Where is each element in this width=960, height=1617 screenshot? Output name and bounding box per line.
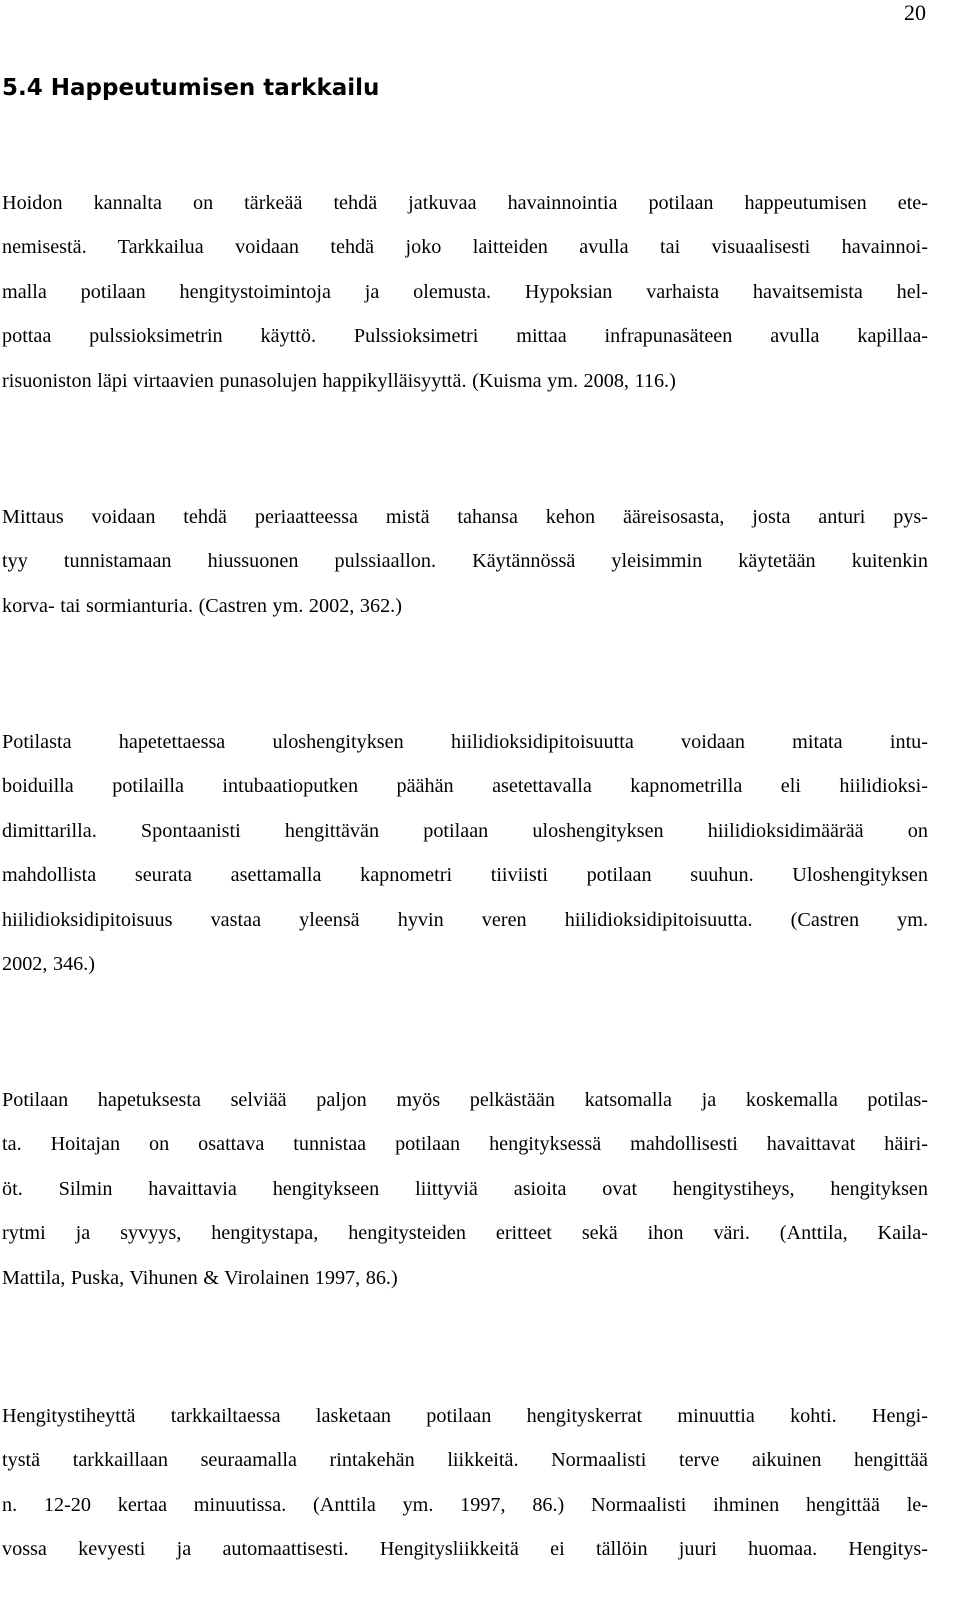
section-heading: 5.4 Happeutumisen tarkkailu	[2, 75, 380, 101]
text-line: rytmi ja syvyys, hengitystapa, hengitysteiden eritteet sekä ihon väri. (Anttila, Kaila-	[2, 1222, 928, 1245]
paragraph-visual-observation	[2, 1078, 928, 1300]
paragraph-respiratory-rate	[2, 1394, 928, 1572]
paragraph-oxygenation-monitoring	[2, 181, 928, 403]
paragraph-measurement-site	[2, 495, 928, 628]
text-line: Mittaus voidaan tehdä periaatteessa mistä tahansa kehon ääreisosasta, josta anturi pys-	[2, 506, 928, 528]
text-line: 2002, 346.)	[2, 953, 96, 976]
text-line: öt. Silmin havaittavia hengitykseen liittyviä asioita ovat hengitystiheys, hengityksen	[2, 1177, 928, 1200]
text-line: dimittarilla. Spontaanisti hengittävän potilaan uloshengityksen hiilidioksidimäärää on	[2, 819, 928, 842]
text-line: vossa kevyesti ja automaattisesti. Hengitysliikkeitä ei tällöin juuri huomaa. Hengitys-	[2, 1538, 928, 1561]
text-line: ta. Hoitajan on osattava tunnistaa potilaan hengityksessä mahdollisesti havaittavat häiri-	[2, 1133, 928, 1156]
text-line: mahdollista seurata asettamalla kapnometri tiiviisti potilaan suuhun. Uloshengityksen	[2, 864, 928, 887]
text-line: Potilasta hapetettaessa uloshengityksen hiilidioksidipitoisuutta voidaan mitata intu-	[2, 731, 928, 753]
text-line: tyy tunnistamaan hiussuonen pulssiaallon. Käytännössä yleisimmin käytetään kuitenkin	[2, 550, 928, 573]
paragraph-capnometry	[2, 720, 928, 986]
text-line: risuoniston läpi virtaavien punasolujen happikylläisyyttä. (Kuisma ym. 2008, 116.)	[2, 369, 676, 392]
text-line: boiduilla potilailla intubaatioputken päähän asetettavalla kapnometrilla eli hiilidioksi-	[2, 775, 928, 798]
text-line: nemisestä. Tarkkailua voidaan tehdä joko laitteiden avulla tai visuaalisesti havainnoi-	[2, 236, 928, 259]
text-line: n. 12-20 kertaa minuutissa. (Anttila ym. 1997, 86.) Normaalisti ihminen hengittää le-	[2, 1493, 928, 1516]
text-line: hiilidioksidipitoisuus vastaa yleensä hyvin veren hiilidioksidipitoisuutta. (Castren ym.	[2, 908, 928, 931]
page-number: 20	[904, 0, 926, 25]
text-line: pottaa pulssioksimetrin käyttö. Pulssioksimetri mittaa infrapunasäteen avulla kapillaa-	[2, 325, 928, 348]
text-line: Mattila, Puska, Vihunen & Virolainen 1997, 86.)	[2, 1266, 398, 1289]
text-line: Potilaan hapetuksesta selviää paljon myös pelkästään katsomalla ja koskemalla potilas-	[2, 1089, 928, 1111]
text-line: Hengitystiheyttä tarkkailtaessa lasketaan potilaan hengityskerrat minuuttia kohti. Hengi-	[2, 1405, 928, 1427]
text-line: korva- tai sormianturia. (Castren ym. 2002, 362.)	[2, 594, 402, 617]
text-line: Hoidon kannalta on tärkeää tehdä jatkuvaa havainnointia potilaan happeutumisen ete-	[2, 192, 928, 214]
text-line: tystä tarkkaillaan seuraamalla rintakehän liikkeitä. Normaalisti terve aikuinen hengittää	[2, 1449, 928, 1472]
text-line: malla potilaan hengitystoimintoja ja olemusta. Hypoksian varhaista havaitsemista hel-	[2, 280, 928, 303]
